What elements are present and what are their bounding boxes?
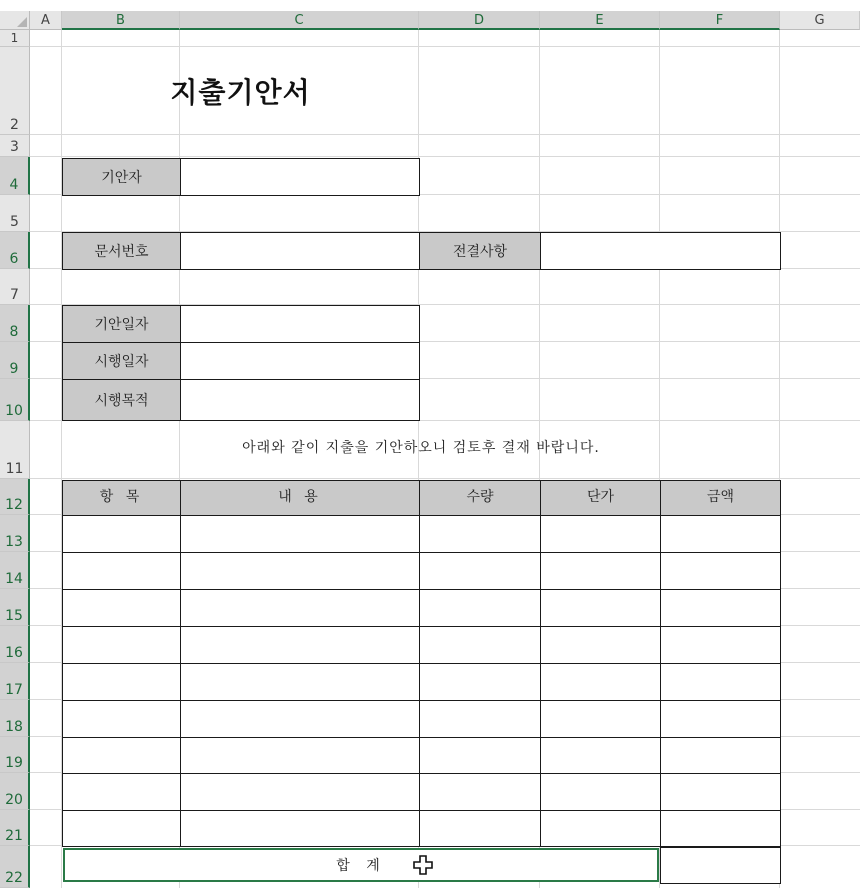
table-header-content: 내 용: [180, 480, 420, 516]
row-header-14[interactable]: 14: [0, 552, 30, 589]
column-header-b[interactable]: B: [62, 11, 180, 30]
item-table-cell[interactable]: [419, 515, 541, 553]
item-table-cell[interactable]: [660, 626, 781, 664]
total-label-cell[interactable]: 합 계: [63, 848, 659, 882]
exec-date-value-cell[interactable]: [180, 342, 420, 380]
row-header-15[interactable]: 15: [0, 589, 30, 626]
item-table-cell[interactable]: [540, 737, 661, 774]
item-table-cell[interactable]: [540, 589, 661, 627]
column-header-g[interactable]: G: [780, 11, 860, 30]
table-header-quantity: 수량: [419, 480, 541, 516]
row-header-18[interactable]: 18: [0, 700, 30, 737]
table-header-amount: 금액: [660, 480, 781, 516]
approval-label: 전결사항: [419, 232, 541, 270]
item-table-cell[interactable]: [62, 773, 181, 811]
row-header-7[interactable]: 7: [0, 269, 30, 305]
row-header-2[interactable]: 2: [0, 47, 30, 135]
item-table-cell[interactable]: [660, 700, 781, 738]
item-table-cell[interactable]: [180, 773, 420, 811]
item-table-cell[interactable]: [419, 589, 541, 627]
item-table-cell[interactable]: [660, 589, 781, 627]
item-table-cell[interactable]: [660, 515, 781, 553]
row-header-8[interactable]: 8: [0, 305, 30, 342]
item-table-cell[interactable]: [62, 737, 181, 774]
purpose-label: 시행목적: [62, 379, 181, 421]
total-amount-cell[interactable]: [660, 847, 781, 884]
item-table-cell[interactable]: [540, 663, 661, 701]
item-table-cell[interactable]: [62, 663, 181, 701]
item-table-cell[interactable]: [540, 552, 661, 590]
page-title: 지출기안서: [170, 76, 311, 109]
doc-number-value-cell[interactable]: [180, 232, 420, 270]
row-header-22[interactable]: 22: [0, 846, 30, 888]
table-header-item: 항 목: [62, 480, 181, 516]
draft-date-label: 기안일자: [62, 305, 181, 343]
item-table-cell[interactable]: [660, 773, 781, 811]
row-header-1[interactable]: 1: [0, 30, 30, 47]
item-table-cell[interactable]: [62, 810, 181, 847]
item-table-cell[interactable]: [62, 626, 181, 664]
row-header-3[interactable]: 3: [0, 135, 30, 157]
drafter-value-cell[interactable]: [180, 158, 420, 196]
column-header-f[interactable]: F: [660, 11, 780, 30]
row-header-17[interactable]: 17: [0, 663, 30, 700]
row-header-16[interactable]: 16: [0, 626, 30, 663]
item-table-cell[interactable]: [180, 737, 420, 774]
item-table-cell[interactable]: [419, 700, 541, 738]
item-table-cell[interactable]: [419, 810, 541, 847]
draft-date-value-cell[interactable]: [180, 305, 420, 343]
exec-date-label: 시행일자: [62, 342, 181, 380]
approval-value-cell[interactable]: [540, 232, 781, 270]
item-table-cell[interactable]: [540, 626, 661, 664]
row-header-13[interactable]: 13: [0, 515, 30, 552]
item-table-cell[interactable]: [660, 810, 781, 847]
gridline-h: [30, 156, 860, 157]
item-table-cell[interactable]: [62, 515, 181, 553]
gridline-h: [30, 134, 860, 135]
gridline-h: [30, 46, 860, 47]
row-header-4[interactable]: 4: [0, 157, 30, 195]
column-header-e[interactable]: E: [540, 11, 660, 30]
item-table-cell[interactable]: [419, 663, 541, 701]
item-table-cell[interactable]: [62, 589, 181, 627]
select-all-triangle-icon: [17, 17, 27, 27]
item-table-cell[interactable]: [180, 626, 420, 664]
item-table-cell[interactable]: [540, 700, 661, 738]
item-table-cell[interactable]: [180, 589, 420, 627]
row-header-9[interactable]: 9: [0, 342, 30, 379]
item-table-cell[interactable]: [660, 737, 781, 774]
cross-cursor-icon: [412, 854, 434, 876]
item-table-cell[interactable]: [419, 737, 541, 774]
column-header-d[interactable]: D: [419, 11, 540, 30]
doc-number-label: 문서번호: [62, 232, 181, 270]
row-header-19[interactable]: 19: [0, 737, 30, 773]
row-header-21[interactable]: 21: [0, 810, 30, 846]
row-header-12[interactable]: 12: [0, 479, 30, 515]
purpose-value-cell[interactable]: [180, 379, 420, 421]
item-table-cell[interactable]: [180, 700, 420, 738]
item-table-cell[interactable]: [660, 663, 781, 701]
item-table-cell[interactable]: [540, 773, 661, 811]
row-header-6[interactable]: 6: [0, 232, 30, 269]
item-table-cell[interactable]: [419, 773, 541, 811]
item-table-cell[interactable]: [540, 515, 661, 553]
column-header-a[interactable]: A: [30, 11, 62, 30]
top-strip: [0, 0, 860, 11]
column-header-c[interactable]: C: [180, 11, 419, 30]
item-table-cell[interactable]: [180, 663, 420, 701]
gridline-h: [30, 478, 860, 479]
item-table-cell[interactable]: [62, 700, 181, 738]
table-header-unit-price: 단가: [540, 480, 661, 516]
drafter-label: 기안자: [62, 158, 181, 196]
item-table-cell[interactable]: [419, 626, 541, 664]
item-table-cell[interactable]: [419, 552, 541, 590]
item-table-cell[interactable]: [62, 552, 181, 590]
row-header-20[interactable]: 20: [0, 773, 30, 810]
row-header-11[interactable]: 11: [0, 421, 30, 479]
item-table-cell[interactable]: [540, 810, 661, 847]
row-header-10[interactable]: 10: [0, 379, 30, 421]
row-header-5[interactable]: 5: [0, 195, 30, 232]
item-table-cell[interactable]: [180, 810, 420, 847]
item-table-cell[interactable]: [660, 552, 781, 590]
item-table-cell[interactable]: [180, 552, 420, 590]
select-all-corner[interactable]: [0, 11, 30, 30]
item-table-cell[interactable]: [180, 515, 420, 553]
notice-text: 아래와 같이 지출을 기안하오니 검토후 결재 바랍니다.: [242, 440, 600, 456]
